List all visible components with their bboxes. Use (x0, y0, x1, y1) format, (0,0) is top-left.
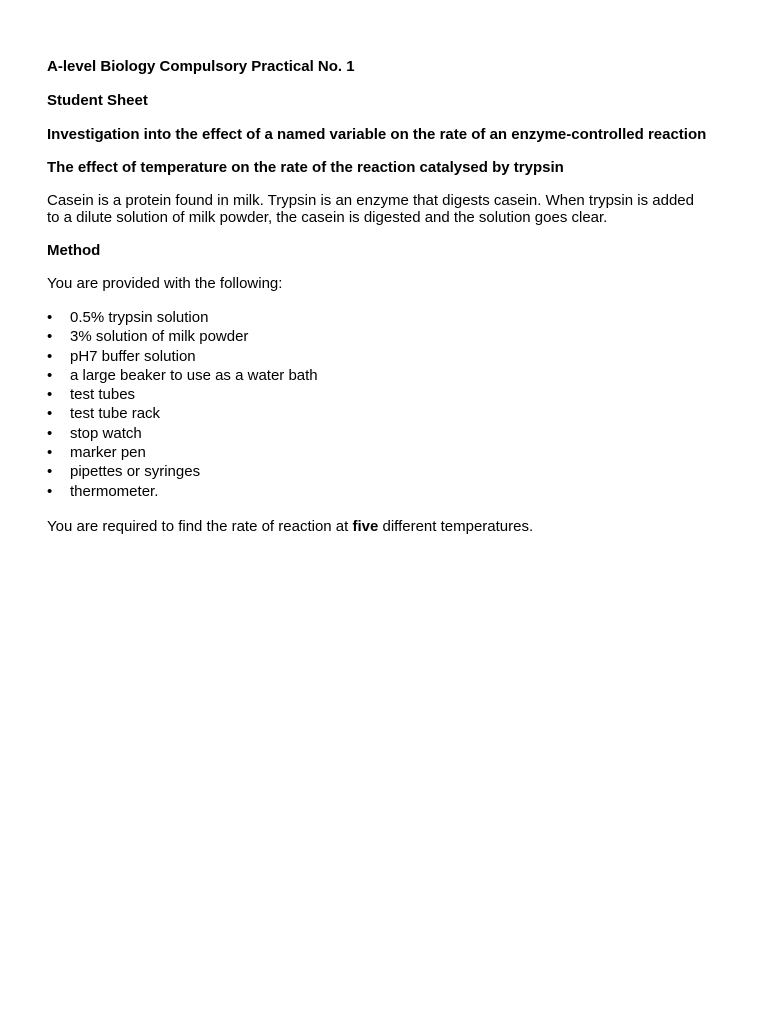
material-label: thermometer. (70, 482, 159, 500)
material-label: pipettes or syringes (70, 463, 201, 481)
materials-list (47, 308, 707, 501)
material-label: 0.5% trypsin solution (70, 309, 209, 326)
material-label: test tubes (70, 386, 136, 404)
bullet-icon: • (47, 328, 53, 346)
bullet-icon: • (47, 309, 53, 326)
list-item (47, 482, 707, 501)
bullet-icon: • (47, 405, 53, 423)
method-heading: Method (47, 242, 101, 259)
list-item (47, 385, 707, 404)
list-item (47, 462, 707, 481)
list-item (47, 347, 707, 366)
student-sheet-page (47, 58, 707, 535)
material-label: pH7 buffer solution (70, 347, 196, 365)
material-label: test tube rack (70, 405, 161, 423)
requirement-after: different temperatures. (378, 517, 534, 535)
requirement-emphasis: five (352, 517, 379, 535)
bullet-icon: • (47, 444, 53, 462)
material-label: stop watch (70, 424, 142, 442)
provided-intro: You are provided with the following: (47, 275, 283, 292)
list-item (47, 443, 707, 462)
requirement-sentence (47, 518, 707, 535)
list-item (47, 366, 707, 385)
bullet-icon: • (47, 424, 53, 442)
list-item (47, 404, 707, 423)
material-label: a large beaker to use as a water bath (70, 366, 318, 384)
bullet-icon: • (47, 347, 53, 365)
sheet-label: Student Sheet (47, 92, 148, 109)
investigation-heading: Investigation into the effect of a named variable on the rate of an enzyme-controlled reaction (47, 126, 707, 143)
list-item (47, 327, 707, 346)
material-label: marker pen (70, 444, 146, 462)
list-item (47, 424, 707, 443)
list-item (47, 308, 707, 327)
bullet-icon: • (47, 463, 53, 481)
intro-paragraph: Casein is a protein found in milk. Trypsin is an enzyme that digests casein. When trypsin is added to a dilute solution of milk powder, the casein is digested and the solution goes clear. (47, 192, 694, 226)
bullet-icon: • (47, 366, 53, 384)
material-label: 3% solution of milk powder (70, 328, 249, 346)
experiment-subtitle: The effect of temperature on the rate of the reaction catalysed by trypsin (47, 159, 564, 176)
requirement-before: You are required to find the rate of reaction at (47, 517, 353, 535)
bullet-icon: • (47, 482, 53, 500)
document-title: A-level Biology Compulsory Practical No. 1 (47, 58, 355, 75)
bullet-icon: • (47, 386, 53, 404)
